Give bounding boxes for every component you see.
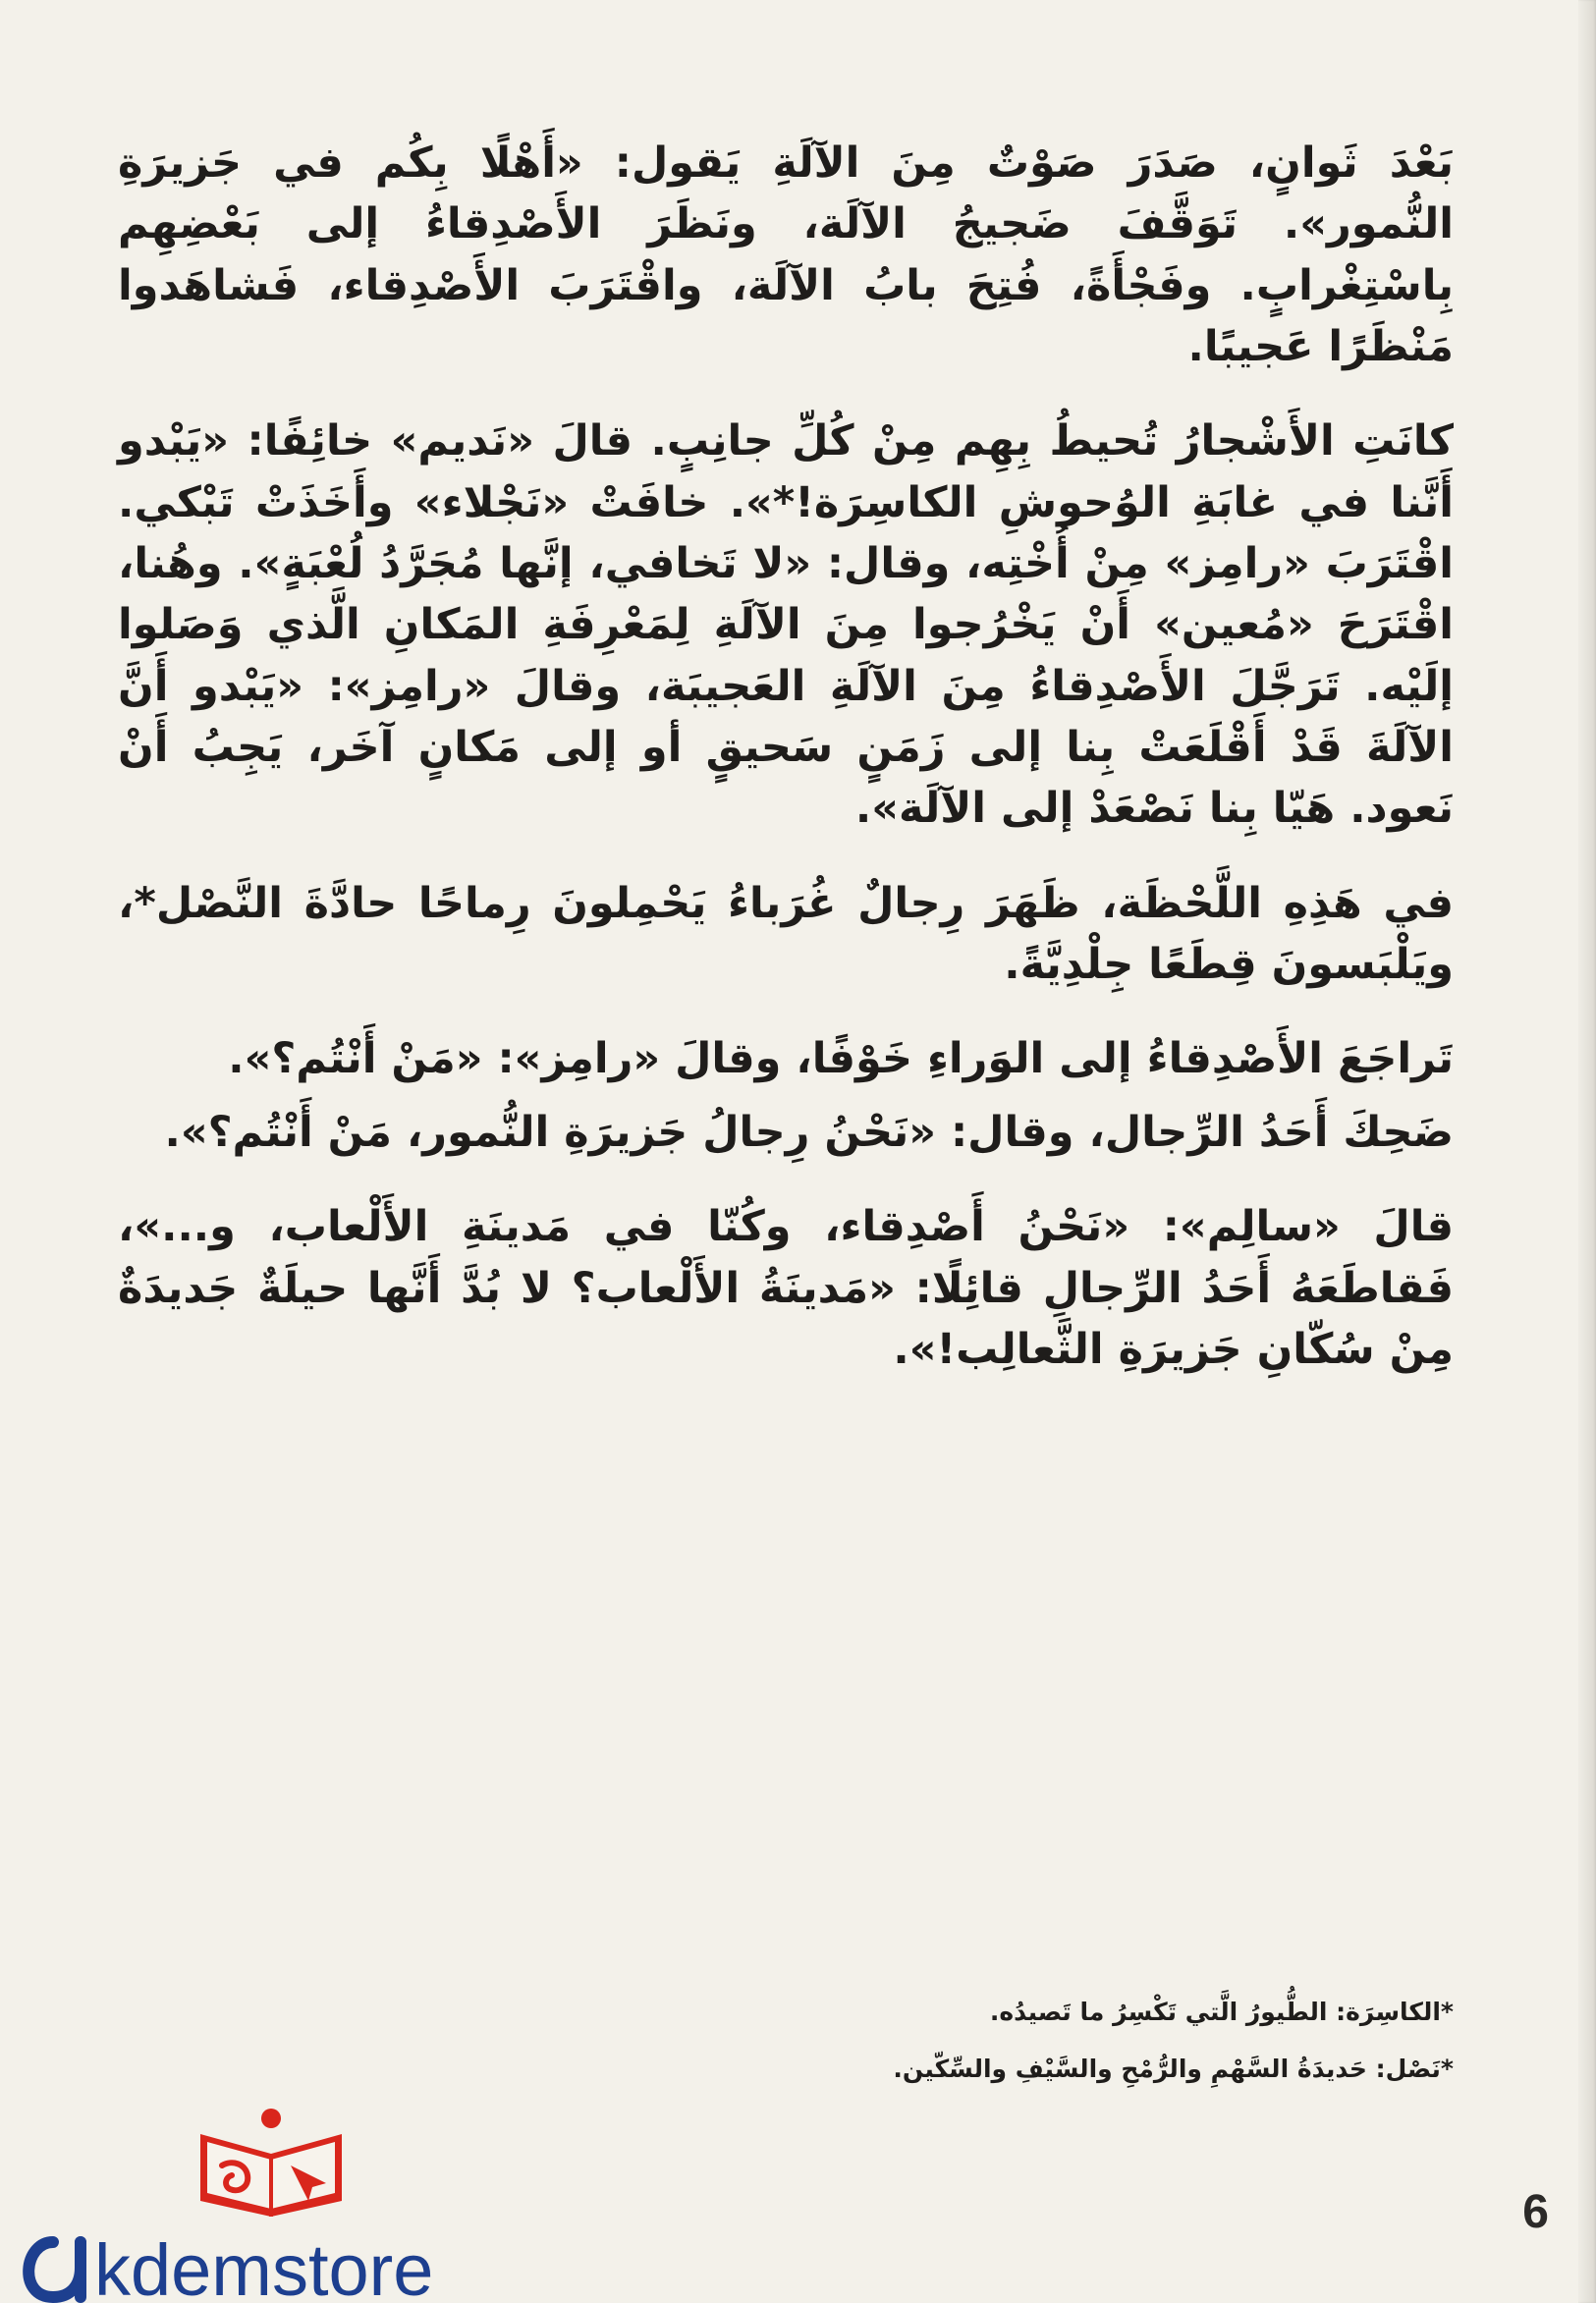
paragraph-2: كانَتِ الأَشْجارُ تُحيطُ بِهِم مِنْ كُلِّ جانِبٍ. قالَ «نَديم» خائِفًا: «يَبْدو أَنَّنا في غابَةِ الوُحوشِ الكاسِرَة!*». خافَتْ «نَجْلاء» وأَخَذَتْ تَبْكي. اقْتَرَبَ «رامِز» مِنْ أُخْتِه، وقال: «لا تَخافي، إنَّها مُجَرَّدُ لُعْبَةٍ». وهُنا، اقْتَرَحَ «مُعين» أَنْ يَخْرُجوا مِنَ الآلَةِ لِمَعْرِفَةِ المَكانِ الَّذي وَصَلوا إلَيْه. تَرَجَّلَ الأَصْدِقاءُ مِنَ الآلَةِ العَجيبَة، وقالَ «رامِز»: «يَبْدو أَنَّ الآلَةَ قَدْ أَقْلَعَتْ بِنا إلى زَمَنٍ سَحيقٍ أو إلى مَكانٍ آخَر، يَجِبُ أَنْ نَعود. هَيّا بِنا نَصْعَدْ إلى الآلَة». (118, 416, 1454, 834)
akdemstore-logo (0, 2107, 550, 2303)
footnotes (118, 1994, 1454, 2107)
page-number: 6 (1522, 2186, 1549, 2238)
brand-text: kdemstore (94, 2229, 434, 2303)
akdemstore-wordmark (28, 2229, 433, 2303)
paragraph-3: في هَذِهِ اللَّحْظَة، ظَهَرَ رِجالٌ غُرَباءُ يَحْمِلونَ رِماحًا حادَّةَ النَّصْل*، ويَلْبَسونَ قِطَعًا جِلْدِيَّةً. (118, 878, 1454, 990)
paragraph-1: بَعْدَ ثَوانٍ، صَدَرَ صَوْتٌ مِنَ الآلَةِ يَقول: «أَهْلًا بِكُم في جَزيرَةِ النُّمور». تَوَقَّفَ ضَجيجُ الآلَة، ونَظَرَ الأَصْدِقاءُ إلى بَعْضِهِم بِاسْتِغْرابٍ. وفَجْأَةً، فُتِحَ بابُ الآلَة، واقْتَرَبَ الأَصْدِقاء، فَشاهَدوا مَنْظَرًا عَجيبًا. (118, 138, 1454, 372)
book-cart-icon (200, 2109, 342, 2217)
paragraph-6: قالَ «سالِم»: «نَحْنُ أَصْدِقاء، وكُنّا في مَدينَةِ الأَلْعاب، و...»، فَقاطَعَهُ أَحَدُ الرِّجالِ قائِلًا: «مَدينَةُ الأَلْعاب؟ لا بُدَّ أَنَّها حيلَةٌ جَديدَةٌ مِنْ سُكّانِ جَزيرَةِ الثَّعالِب!». (118, 1202, 1454, 1374)
page-edge (1578, 0, 1596, 2303)
footnote-1: *الكاسِرَة: الطُّيورُ الَّتي تَكْسِرُ ما تَصيدُه. (989, 1998, 1454, 2026)
paragraph-5: ضَحِكَ أَحَدُ الرِّجال، وقال: «نَحْنُ رِجالُ جَزيرَةِ النُّمور، مَنْ أَنْتُم؟». (164, 1107, 1454, 1157)
paragraph-4: تَراجَعَ الأَصْدِقاءُ إلى الوَراءِ خَوْفًا، وقالَ «رامِز»: «مَنْ أَنْتُم؟». (228, 1034, 1454, 1084)
footnote-2: *نَصْل: حَديدَةُ السَّهْمِ والرُّمْحِ والسَّيْفِ والسِّكّين. (893, 2054, 1454, 2083)
akdemstore-watermark (0, 2107, 550, 2303)
story-text (118, 133, 1454, 1413)
